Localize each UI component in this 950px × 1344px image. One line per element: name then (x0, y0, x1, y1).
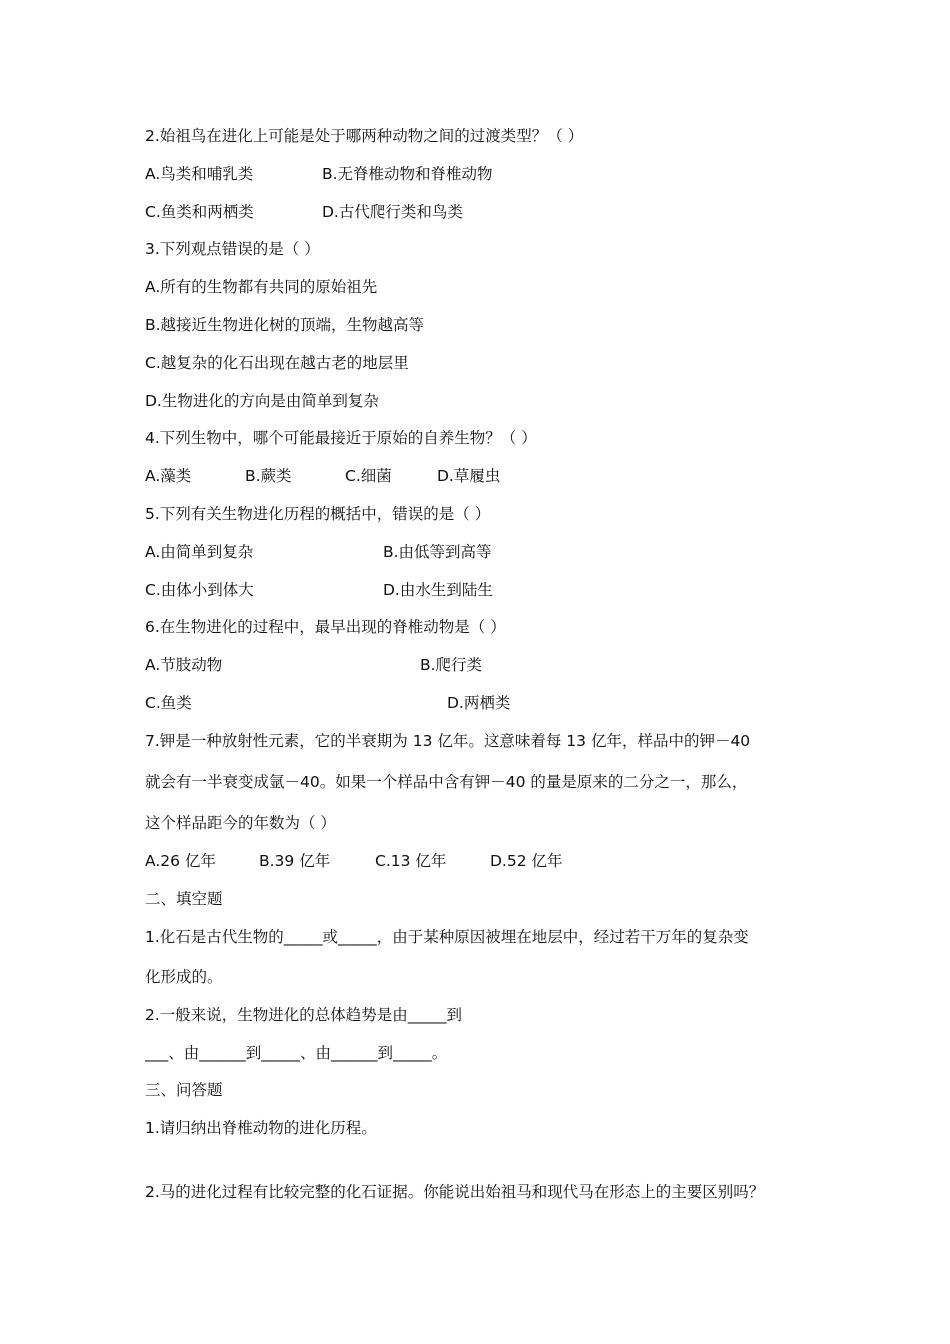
q2-option-c: C.鱼类和两栖类 (145, 203, 254, 221)
q3-option-d: D.生物进化的方向是由简单到复杂 (145, 392, 379, 410)
q3-option-b: B.越接近生物进化树的顶端，生物越高等 (145, 316, 425, 334)
q2-option-a: A.鸟类和哺乳类 (145, 165, 254, 183)
q4-stem: 4.下列生物中，哪个可能最接近于原始的自养生物？（ ） (145, 429, 537, 447)
q7-option-c: C.13 亿年 (375, 852, 447, 870)
q7-option-d: D.52 亿年 (490, 852, 563, 870)
q7-option-b: B.39 亿年 (259, 852, 331, 870)
section-fill-in-title: 二、填空题 (145, 890, 223, 908)
fill-q2-line1: 2.一般来说，生物进化的总体趋势是由_____到 (145, 1006, 463, 1024)
q5-stem: 5.下列有关生物进化历程的概括中，错误的是（ ） (145, 505, 491, 523)
q5-option-c: C.由体小到体大 (145, 581, 254, 599)
q7-stem-line3: 这个样品距今的年数为（ ） (145, 814, 336, 832)
q7-stem-line2: 就会有一半衰变成氩－40。如果一个样品中含有钾－40 的量是原来的二分之一，那么， (145, 773, 748, 791)
q6-option-a: A.节肢动物 (145, 656, 223, 674)
q3-option-c: C.越复杂的化石出现在越古老的地层里 (145, 354, 409, 372)
q6-stem: 6.在生物进化的过程中，最早出现的脊椎动物是（ ） (145, 618, 506, 636)
q2-option-d: D.古代爬行类和鸟类 (322, 203, 463, 221)
q6-option-d: D.两栖类 (447, 694, 511, 712)
q4-option-b: B.蕨类 (245, 467, 292, 485)
q4-option-c: C.细菌 (345, 467, 392, 485)
q5-option-b: B.由低等到高等 (383, 543, 492, 561)
q7-stem-line1: 7.钾是一种放射性元素，它的半衰期为 13 亿年。这意味着每 13 亿年，样品中的钾－40 (145, 732, 751, 750)
section-qa-title: 三、问答题 (145, 1081, 223, 1099)
fill-q1-line1: 1.化石是古代生物的_____或_____，由于某种原因被埋在地层中，经过若干万年的复杂变 (145, 928, 749, 946)
q6-option-b: B.爬行类 (420, 656, 483, 674)
qa-q2: 2.马的进化过程有比较完整的化石证据。你能说出始祖马和现代马在形态上的主要区别吗？ (145, 1183, 765, 1201)
q3-option-a: A.所有的生物都有共同的原始祖先 (145, 278, 378, 296)
q4-option-a: A.藻类 (145, 467, 192, 485)
fill-q1-line2: 化形成的。 (145, 968, 223, 986)
qa-q1: 1.请归纳出脊椎动物的进化历程。 (145, 1119, 377, 1137)
q7-option-a: A.26 亿年 (145, 852, 216, 870)
q2-option-b: B.无脊椎动物和脊椎动物 (322, 165, 493, 183)
q5-option-a: A.由简单到复杂 (145, 543, 254, 561)
fill-q2-line2: ___、由______到_____、由______到_____。 (145, 1044, 448, 1062)
q2-stem: 2.始祖鸟在进化上可能是处于哪两种动物之间的过渡类型？（ ） (145, 127, 584, 145)
q3-stem: 3.下列观点错误的是（ ） (145, 240, 320, 258)
q4-option-d: D.草履虫 (437, 467, 501, 485)
q5-option-d: D.由水生到陆生 (383, 581, 493, 599)
q6-option-c: C.鱼类 (145, 694, 192, 712)
